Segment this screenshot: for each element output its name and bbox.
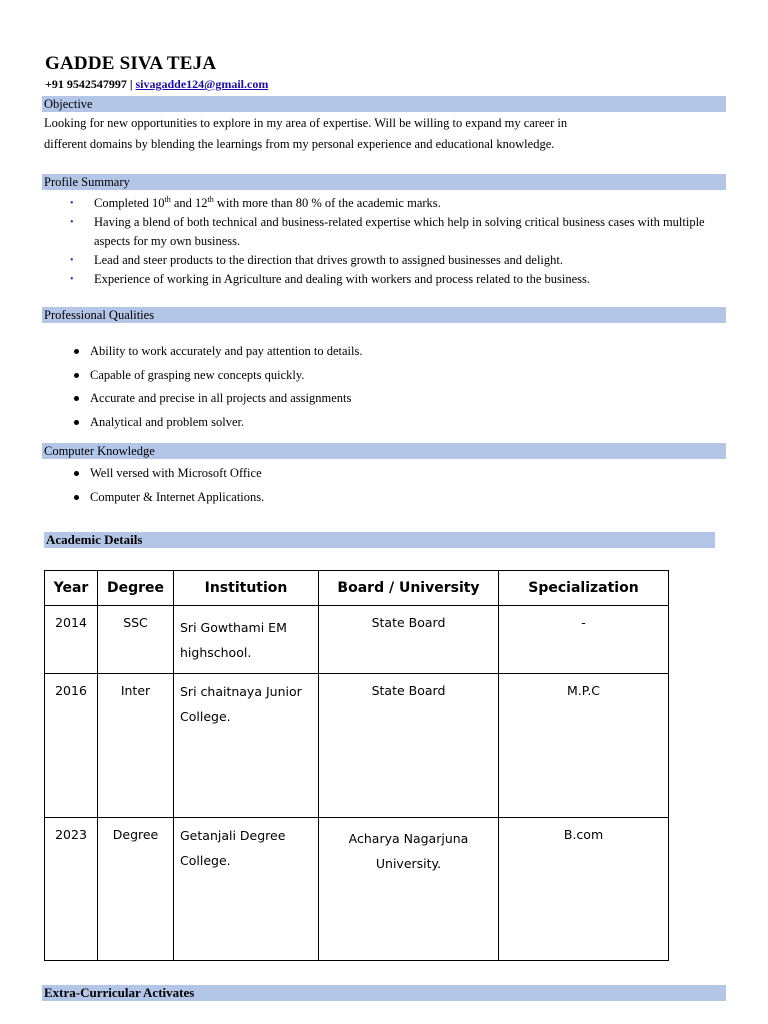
column-header-institution: Institution — [174, 571, 319, 606]
section-objective-header: Objective — [42, 96, 726, 112]
objective-line-1: Looking for new opportunities to explore in my area of expertise. Will be willing to expand my career in — [44, 116, 568, 130]
cell-institution: Sri chaitnaya Junior College. — [174, 674, 319, 818]
cell-year: 2014 — [45, 606, 98, 674]
objective-text — [44, 113, 684, 155]
table-row — [45, 606, 669, 674]
phone-number: +91 9542547997 — [45, 77, 127, 91]
list-item: Well versed with Microsoft Office — [44, 464, 724, 488]
list-item: Accurate and precise in all projects and assignments — [44, 389, 724, 413]
column-header-year: Year — [45, 571, 98, 606]
bullet-icon — [74, 349, 79, 354]
cell-board: Acharya Nagarjuna University. — [319, 818, 499, 961]
contact-separator: | — [126, 77, 136, 91]
cell-year: 2016 — [45, 674, 98, 818]
section-academic-details-header: Academic Details — [44, 532, 715, 548]
objective-line-2: different domains by blending the learnings from my personal experience and educational knowledge. — [44, 137, 555, 151]
cell-board: State Board — [319, 606, 499, 674]
cell-specialization: B.com — [499, 818, 669, 961]
candidate-name: GADDE SIVA TEJA — [45, 53, 217, 74]
list-item: • Experience of working in Agriculture and dealing with workers and process related to the business. — [44, 270, 724, 289]
list-item: • Lead and steer products to the direction that drives growth to assigned businesses and delight. — [44, 251, 724, 270]
bullet-icon — [74, 471, 79, 476]
bullet-icon — [74, 396, 79, 401]
section-extra-curricular-header: Extra-Curricular Activates — [42, 985, 726, 1001]
section-computer-knowledge-header: Computer Knowledge — [42, 443, 726, 459]
profile-summary-list — [44, 194, 724, 289]
cell-board: State Board — [319, 674, 499, 818]
bullet-icon: • — [70, 217, 74, 228]
computer-knowledge-list — [44, 464, 724, 511]
cell-degree: Inter — [98, 674, 174, 818]
section-professional-qualities-header: Professional Qualities — [42, 307, 726, 323]
table-row — [45, 674, 669, 818]
list-item: Ability to work accurately and pay attention to details. — [44, 342, 724, 366]
table-header-row — [45, 571, 669, 606]
list-item: Capable of grasping new concepts quickly. — [44, 366, 724, 390]
cell-specialization: - — [499, 606, 669, 674]
cell-degree: SSC — [98, 606, 174, 674]
bullet-icon — [74, 373, 79, 378]
list-item: Computer & Internet Applications. — [44, 488, 724, 512]
section-profile-summary-header: Profile Summary — [42, 174, 726, 190]
column-header-specialization: Specialization — [499, 571, 669, 606]
column-header-board: Board / University — [319, 571, 499, 606]
cell-degree: Degree — [98, 818, 174, 961]
cell-year: 2023 — [45, 818, 98, 961]
email-link[interactable]: sivagadde124@gmail.com — [135, 77, 269, 91]
professional-qualities-list — [44, 342, 724, 436]
list-item: Analytical and problem solver. — [44, 413, 724, 437]
cell-institution: Getanjali Degree College. — [174, 818, 319, 961]
table-row — [45, 818, 669, 961]
contact-line — [45, 77, 268, 92]
bullet-icon: • — [70, 198, 74, 209]
bullet-icon — [74, 420, 79, 425]
academic-details-table — [44, 570, 669, 961]
bullet-icon: • — [70, 255, 74, 266]
list-item: • Completed 10th and 12th with more than 80 % of the academic marks. — [44, 194, 724, 213]
bullet-icon — [74, 495, 79, 500]
column-header-degree: Degree — [98, 571, 174, 606]
cell-specialization: M.P.C — [499, 674, 669, 818]
cell-institution: Sri Gowthami EM highschool. — [174, 606, 319, 674]
list-item: • Having a blend of both technical and business-related expertise which help in solving critical business cases with multiple aspects for my own business. — [70, 215, 705, 248]
bullet-icon: • — [70, 274, 74, 285]
